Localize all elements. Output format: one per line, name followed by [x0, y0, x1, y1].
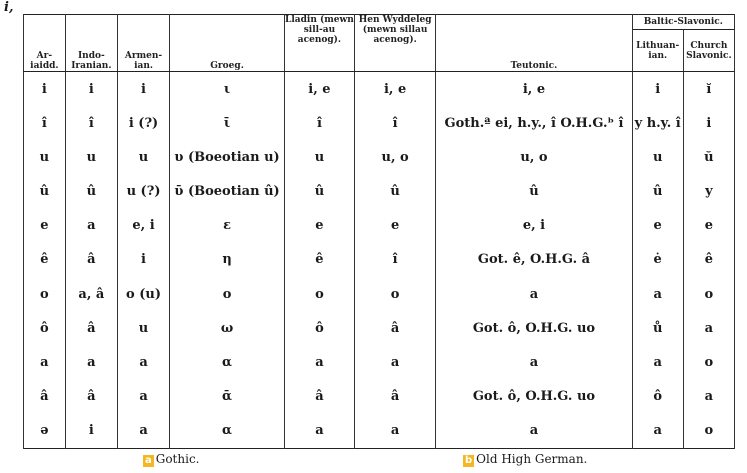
cell-church-slavonic: ŭ [683, 140, 734, 174]
cell-old-irish: û [354, 175, 435, 209]
cell-latin: u [284, 140, 354, 174]
cell-aryan: o [24, 277, 66, 311]
table-row [24, 72, 735, 107]
table-row [24, 140, 735, 174]
table-row [24, 414, 735, 449]
cell-teutonic: Got. ô, O.H.G. uo [436, 380, 632, 414]
cell-armenian: a [117, 414, 169, 449]
footnote-a-text: Gothic. [155, 452, 200, 466]
cell-armenian: a [117, 380, 169, 414]
cell-teutonic: Goth.ª ei, h.y., î O.H.G.ᵇ î [436, 106, 632, 140]
table-row [24, 175, 735, 209]
cell-armenian: a [117, 345, 169, 379]
cell-armenian: u [117, 311, 169, 345]
cell-church-slavonic: a [683, 311, 734, 345]
cell-church-slavonic: e [683, 209, 734, 243]
header-teutonic: Teutonic. [436, 15, 632, 72]
cell-church-slavonic: i [683, 106, 734, 140]
cell-latin: e [284, 209, 354, 243]
cell-old-irish: î [354, 106, 435, 140]
cell-armenian: e, i [117, 209, 169, 243]
cell-church-slavonic: o [683, 414, 734, 449]
cell-lithuanian: y h.y. î [632, 106, 683, 140]
cell-indo-iranian: a [65, 209, 117, 243]
table-row [24, 345, 735, 379]
cell-indo-iranian: u [65, 140, 117, 174]
cell-teutonic: e, i [436, 209, 632, 243]
cell-indo-iranian: a, â [65, 277, 117, 311]
cell-greek: ᾱ [170, 380, 285, 414]
cell-greek: α [170, 345, 285, 379]
footnote-marker-a: a [145, 455, 152, 466]
cell-greek: η [170, 243, 285, 277]
cell-latin: î [284, 106, 354, 140]
header-latin: Lladin (mewn sill-au acenog). [284, 15, 354, 72]
cell-aryan: â [24, 380, 66, 414]
table-body [24, 72, 735, 449]
cell-lithuanian: a [632, 345, 683, 379]
cell-latin: a [284, 414, 354, 449]
cell-teutonic: Got. ê, O.H.G. â [436, 243, 632, 277]
cell-latin: â [284, 380, 354, 414]
cell-lithuanian: û [632, 175, 683, 209]
cell-teutonic: i, e [436, 72, 632, 107]
cell-latin: a [284, 345, 354, 379]
cell-indo-iranian: î [65, 106, 117, 140]
cell-church-slavonic: ê [683, 243, 734, 277]
cell-aryan: ə [24, 414, 66, 449]
cell-aryan: u [24, 140, 66, 174]
cell-lithuanian: i [632, 72, 683, 107]
cell-aryan: û [24, 175, 66, 209]
cell-teutonic: a [436, 277, 632, 311]
corner-mark: i, [4, 0, 14, 15]
header-aryan: Ar-iaidd. [24, 15, 66, 72]
cell-lithuanian: ė [632, 243, 683, 277]
cell-armenian: i (?) [117, 106, 169, 140]
cell-armenian: u (?) [117, 175, 169, 209]
comparison-table-wrapper [23, 14, 735, 448]
cell-teutonic: a [436, 345, 632, 379]
cell-old-irish: o [354, 277, 435, 311]
table-row [24, 277, 735, 311]
table-row [24, 380, 735, 414]
header-indo-iranian: Indo-Iranian. [65, 15, 117, 72]
cell-latin: ô [284, 311, 354, 345]
cell-teutonic: Got. ô, O.H.G. uo [436, 311, 632, 345]
cell-greek: ῡ (Boeotian û) [170, 175, 285, 209]
cell-latin: û [284, 175, 354, 209]
cell-old-irish: u, o [354, 140, 435, 174]
vowel-comparison-table [23, 14, 735, 449]
cell-aryan: î [24, 106, 66, 140]
footnote-b-text: Old High German. [476, 452, 588, 466]
cell-greek: ο [170, 277, 285, 311]
cell-lithuanian: u [632, 140, 683, 174]
cell-indo-iranian: â [65, 380, 117, 414]
cell-greek: ι [170, 72, 285, 107]
cell-greek: α [170, 414, 285, 449]
cell-latin: i, e [284, 72, 354, 107]
cell-church-slavonic: o [683, 277, 734, 311]
cell-teutonic: u, o [436, 140, 632, 174]
footnote-marker-b: b [465, 455, 473, 466]
cell-greek: υ (Boeotian u) [170, 140, 285, 174]
footnote-gothic [143, 452, 199, 467]
cell-old-irish: a [354, 414, 435, 449]
cell-armenian: o (u) [117, 277, 169, 311]
header-old-irish: Hen Wyddeleg (mewn sillau acenog). [354, 15, 435, 72]
footnotes [0, 452, 747, 472]
cell-indo-iranian: û [65, 175, 117, 209]
cell-aryan: a [24, 345, 66, 379]
cell-greek: ῑ [170, 106, 285, 140]
table-row [24, 106, 735, 140]
cell-old-irish: â [354, 380, 435, 414]
cell-old-irish: i, e [354, 72, 435, 107]
cell-greek: ω [170, 311, 285, 345]
cell-aryan: ê [24, 243, 66, 277]
header-church-slavonic: Church Slavonic. [683, 30, 734, 72]
cell-indo-iranian: â [65, 243, 117, 277]
cell-aryan: e [24, 209, 66, 243]
cell-church-slavonic: ĭ [683, 72, 734, 107]
cell-armenian: i [117, 72, 169, 107]
header-armenian: Armen-ian. [117, 15, 169, 72]
table-row [24, 209, 735, 243]
cell-indo-iranian: a [65, 345, 117, 379]
table-row [24, 243, 735, 277]
cell-old-irish: a [354, 345, 435, 379]
footnote-old-high-german [463, 452, 587, 467]
cell-church-slavonic: y [683, 175, 734, 209]
header-balto-slavonic: Baltic-Slavonic. [632, 15, 734, 30]
cell-latin: ê [284, 243, 354, 277]
header-greek: Groeg. [170, 15, 285, 72]
cell-latin: o [284, 277, 354, 311]
cell-church-slavonic: o [683, 345, 734, 379]
cell-indo-iranian: i [65, 414, 117, 449]
cell-indo-iranian: â [65, 311, 117, 345]
cell-indo-iranian: i [65, 72, 117, 107]
cell-teutonic: a [436, 414, 632, 449]
cell-greek: ε [170, 209, 285, 243]
cell-old-irish: e [354, 209, 435, 243]
cell-aryan: i [24, 72, 66, 107]
cell-lithuanian: a [632, 277, 683, 311]
cell-church-slavonic: a [683, 380, 734, 414]
header-lithuanian: Lithuan-ian. [632, 30, 683, 72]
cell-armenian: i [117, 243, 169, 277]
table-row [24, 311, 735, 345]
cell-lithuanian: ô [632, 380, 683, 414]
cell-aryan: ô [24, 311, 66, 345]
cell-lithuanian: a [632, 414, 683, 449]
cell-lithuanian: ů [632, 311, 683, 345]
cell-armenian: u [117, 140, 169, 174]
cell-old-irish: î [354, 243, 435, 277]
cell-old-irish: â [354, 311, 435, 345]
cell-lithuanian: e [632, 209, 683, 243]
cell-teutonic: û [436, 175, 632, 209]
